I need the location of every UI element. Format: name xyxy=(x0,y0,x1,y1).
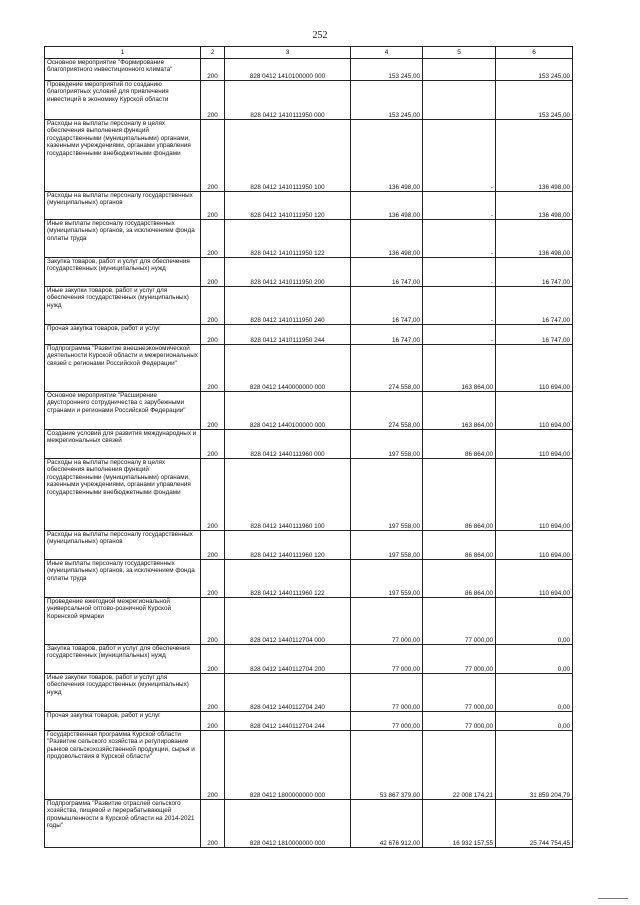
table-row xyxy=(45,531,573,560)
table-header-row xyxy=(45,47,573,59)
row-code-cell: 200 xyxy=(201,459,225,531)
row-classification-cell: 828 0412 1440111960 000 xyxy=(225,430,351,459)
row-col4-cell: 136 498,00 xyxy=(351,220,423,258)
table-row xyxy=(45,287,573,325)
row-col6-cell: 0,00 xyxy=(496,674,573,712)
row-col4-cell: 136 498,00 xyxy=(351,120,423,192)
row-col6-cell: 110 694,00 xyxy=(496,531,573,560)
row-col5-cell: 86 864,00 xyxy=(423,531,496,560)
row-col6-cell: 110 694,00 xyxy=(496,560,573,598)
row-col5-cell: 86 864,00 xyxy=(423,430,496,459)
table-row xyxy=(45,220,573,258)
row-name-cell: Закупка товаров, работ и услуг для обеспечения государственных (муниципальных) нужд xyxy=(45,258,201,287)
row-name-cell: Закупка товаров, работ и услуг для обеспечения государственных (муниципальных) нужд xyxy=(45,645,201,674)
row-name-cell: Прочая закупка товаров, работ и услуг xyxy=(45,325,201,345)
table-row xyxy=(45,645,573,674)
row-col4-cell: 274 558,00 xyxy=(351,392,423,430)
row-col4-cell: 197 558,00 xyxy=(351,459,423,531)
row-col5-cell: 77 000,00 xyxy=(423,674,496,712)
row-code-cell: 200 xyxy=(201,430,225,459)
table-row xyxy=(45,712,573,731)
row-classification-cell: 828 0412 1410111950 200 xyxy=(225,258,351,287)
row-col5-cell xyxy=(423,59,496,81)
row-name-cell: Иные выплаты персоналу государственных (муниципальных) органов, за исключением фонда оплаты труда xyxy=(45,220,201,258)
table-row xyxy=(45,81,573,120)
row-col5-cell: 77 000,00 xyxy=(423,645,496,674)
row-col6-cell: 110 694,00 xyxy=(496,430,573,459)
row-code-cell: 200 xyxy=(201,598,225,645)
row-name-cell: Расходы на выплаты персоналу государственных (муниципальных) органов xyxy=(45,192,201,220)
row-code-cell: 200 xyxy=(201,287,225,325)
footer-mark xyxy=(598,898,628,899)
column-header: 2 xyxy=(201,47,225,59)
table-row xyxy=(45,325,573,345)
row-col4-cell: 16 747,00 xyxy=(351,258,423,287)
row-code-cell: 200 xyxy=(201,192,225,220)
row-col4-cell: 77 000,00 xyxy=(351,645,423,674)
row-code-cell: 200 xyxy=(201,120,225,192)
row-col6-cell: 16 747,00 xyxy=(496,287,573,325)
row-classification-cell: 828 0412 1410111950 000 xyxy=(225,81,351,120)
row-col6-cell: 153 245,00 xyxy=(496,59,573,81)
row-classification-cell: 828 0412 1410111950 122 xyxy=(225,220,351,258)
row-col6-cell: 110 694,00 xyxy=(496,345,573,392)
row-col4-cell: 197 558,00 xyxy=(351,531,423,560)
row-col5-cell xyxy=(423,81,496,120)
row-code-cell: 200 xyxy=(201,220,225,258)
table-row xyxy=(45,674,573,712)
row-classification-cell: 828 0412 1440111960 120 xyxy=(225,531,351,560)
table-row xyxy=(45,258,573,287)
row-col6-cell: 153 245,00 xyxy=(496,81,573,120)
row-name-cell: Подпрограмма "Развитие отраслей сельского хозяйства, пищевой и перерабатывающей промышленности в Курской области на 2014-2021 годы" xyxy=(45,800,201,848)
row-col6-cell: 25 744 754,45 xyxy=(496,800,573,848)
row-col4-cell: 53 867 379,00 xyxy=(351,731,423,800)
row-col4-cell: 153 245,00 xyxy=(351,81,423,120)
row-col5-cell: - xyxy=(423,287,496,325)
row-code-cell: 200 xyxy=(201,712,225,731)
table-row xyxy=(45,560,573,598)
row-col4-cell: 77 000,00 xyxy=(351,674,423,712)
row-col4-cell: 197 558,00 xyxy=(351,430,423,459)
row-classification-cell: 828 0412 1810000000 000 xyxy=(225,800,351,848)
row-classification-cell: 828 0412 1410111950 240 xyxy=(225,287,351,325)
row-name-cell: Расходы на выплаты персоналу в целях обеспечения выполнения функций государственными (муниципальными) органами, казенными учреждениями, органами управления государственными внебюджетными фондами xyxy=(45,120,201,192)
row-col5-cell: 86 864,00 xyxy=(423,459,496,531)
column-header: 6 xyxy=(496,47,573,59)
row-col6-cell: 110 694,00 xyxy=(496,459,573,531)
row-classification-cell: 828 0412 1440100000 000 xyxy=(225,392,351,430)
row-col4-cell: 153 245,00 xyxy=(351,59,423,81)
table-row xyxy=(45,430,573,459)
row-code-cell: 200 xyxy=(201,731,225,800)
row-col4-cell: 77 000,00 xyxy=(351,712,423,731)
row-col5-cell: 16 932 157,55 xyxy=(423,800,496,848)
column-header: 4 xyxy=(351,47,423,59)
row-col6-cell: 31 859 204,79 xyxy=(496,731,573,800)
row-classification-cell: 828 0412 1440112704 240 xyxy=(225,674,351,712)
budget-table xyxy=(44,46,573,848)
column-header: 3 xyxy=(225,47,351,59)
table-row xyxy=(45,192,573,220)
row-classification-cell: 828 0412 1800000000 000 xyxy=(225,731,351,800)
row-code-cell: 200 xyxy=(201,531,225,560)
row-name-cell: Проведение мероприятий по созданию благоприятных условий для привлечения инвестиций в экономику Курской области xyxy=(45,81,201,120)
table-row xyxy=(45,598,573,645)
row-classification-cell: 828 0412 1410111950 120 xyxy=(225,192,351,220)
row-col6-cell: 0,00 xyxy=(496,598,573,645)
row-classification-cell: 828 0412 1440000000 000 xyxy=(225,345,351,392)
row-code-cell: 200 xyxy=(201,345,225,392)
row-col4-cell: 77 000,00 xyxy=(351,598,423,645)
row-name-cell: Проведение ежегодной межрегиональной универсальной оптово-розничной Курской Коренской ярмарки xyxy=(45,598,201,645)
row-col5-cell: - xyxy=(423,258,496,287)
row-col6-cell: 136 498,00 xyxy=(496,220,573,258)
row-name-cell: Иные закупки товаров, работ и услуг для обеспечения государственных (муниципальных) нужд xyxy=(45,287,201,325)
row-classification-cell: 828 0412 1410111950 244 xyxy=(225,325,351,345)
row-classification-cell: 828 0412 1410111950 100 xyxy=(225,120,351,192)
row-col5-cell: 163 864,00 xyxy=(423,392,496,430)
row-col6-cell: 0,00 xyxy=(496,645,573,674)
row-code-cell: 200 xyxy=(201,645,225,674)
row-col6-cell: 110 694,00 xyxy=(496,392,573,430)
row-code-cell: 200 xyxy=(201,81,225,120)
row-name-cell: Иные выплаты персоналу государственных (муниципальных) органов, за исключением фонда оплаты труда xyxy=(45,560,201,598)
table-row xyxy=(45,392,573,430)
row-col4-cell: 274 558,00 xyxy=(351,345,423,392)
row-name-cell: Расходы на выплаты персоналу государственных (муниципальных) органов xyxy=(45,531,201,560)
row-name-cell: Прочая закупка товаров, работ и услуг xyxy=(45,712,201,731)
row-col5-cell: - xyxy=(423,220,496,258)
table-row xyxy=(45,731,573,800)
row-code-cell: 200 xyxy=(201,325,225,345)
row-col4-cell: 136 498,00 xyxy=(351,192,423,220)
row-classification-cell: 828 0412 1440111960 122 xyxy=(225,560,351,598)
table-row xyxy=(45,59,573,81)
row-col5-cell: 77 000,00 xyxy=(423,598,496,645)
row-name-cell: Основное мероприятие "Формирование благоприятного инвестиционного климата" xyxy=(45,59,201,81)
row-col6-cell: 0,00 xyxy=(496,712,573,731)
row-name-cell: Подпрограмма "Развитие внешнеэкономической деятельности Курской области и межрегиональных связей с регионами Российской Федерации" xyxy=(45,345,201,392)
row-col5-cell: 77 000,00 xyxy=(423,712,496,731)
row-code-cell: 200 xyxy=(201,560,225,598)
row-col4-cell: 42 676 912,00 xyxy=(351,800,423,848)
column-header: 5 xyxy=(423,47,496,59)
row-col6-cell: 16 747,00 xyxy=(496,325,573,345)
row-col6-cell: 16 747,00 xyxy=(496,258,573,287)
row-code-cell: 200 xyxy=(201,258,225,287)
row-name-cell: Создание условий для развития международных и межрегиональных связей xyxy=(45,430,201,459)
row-col6-cell: 136 498,00 xyxy=(496,120,573,192)
row-col5-cell: 22 008 174,21 xyxy=(423,731,496,800)
row-col4-cell: 16 747,00 xyxy=(351,287,423,325)
row-col5-cell: - xyxy=(423,120,496,192)
row-col5-cell: 163 864,00 xyxy=(423,345,496,392)
row-classification-cell: 828 0412 1440112704 200 xyxy=(225,645,351,674)
row-code-cell: 200 xyxy=(201,800,225,848)
row-name-cell: Иные закупки товаров, работ и услуг для обеспечения государственных (муниципальных) нужд xyxy=(45,674,201,712)
row-code-cell: 200 xyxy=(201,59,225,81)
row-classification-cell: 828 0412 1410100000 000 xyxy=(225,59,351,81)
row-name-cell: Государственная программа Курской области "Развитие сельского хозяйства и регулирование рынков сельскохозяйственной продукции, сырья и продовольствия в Курской области" xyxy=(45,731,201,800)
row-code-cell: 200 xyxy=(201,674,225,712)
row-col5-cell: - xyxy=(423,325,496,345)
row-classification-cell: 828 0412 1440112704 000 xyxy=(225,598,351,645)
table-row xyxy=(45,459,573,531)
row-col4-cell: 16 747,00 xyxy=(351,325,423,345)
table-row xyxy=(45,345,573,392)
column-header: 1 xyxy=(45,47,201,59)
row-col4-cell: 197 559,00 xyxy=(351,560,423,598)
table-row xyxy=(45,120,573,192)
table-row xyxy=(45,800,573,848)
row-code-cell: 200 xyxy=(201,392,225,430)
row-col5-cell: - xyxy=(423,192,496,220)
row-col6-cell: 136 498,00 xyxy=(496,192,573,220)
row-col5-cell: 86 864,00 xyxy=(423,560,496,598)
row-name-cell: Основное мероприятие "Расширение двустороннего сотрудничества с зарубежными странами и регионами Российской Федерации" xyxy=(45,392,201,430)
row-name-cell: Расходы на выплаты персоналу в целях обеспечения выполнения функций государственными (муниципальными) органами, казенными учреждениями, органами управления государственными внебюджетными фондами xyxy=(45,459,201,531)
row-classification-cell: 828 0412 1440112704 244 xyxy=(225,712,351,731)
page-number: 252 xyxy=(312,30,328,41)
row-classification-cell: 828 0412 1440111960 100 xyxy=(225,459,351,531)
